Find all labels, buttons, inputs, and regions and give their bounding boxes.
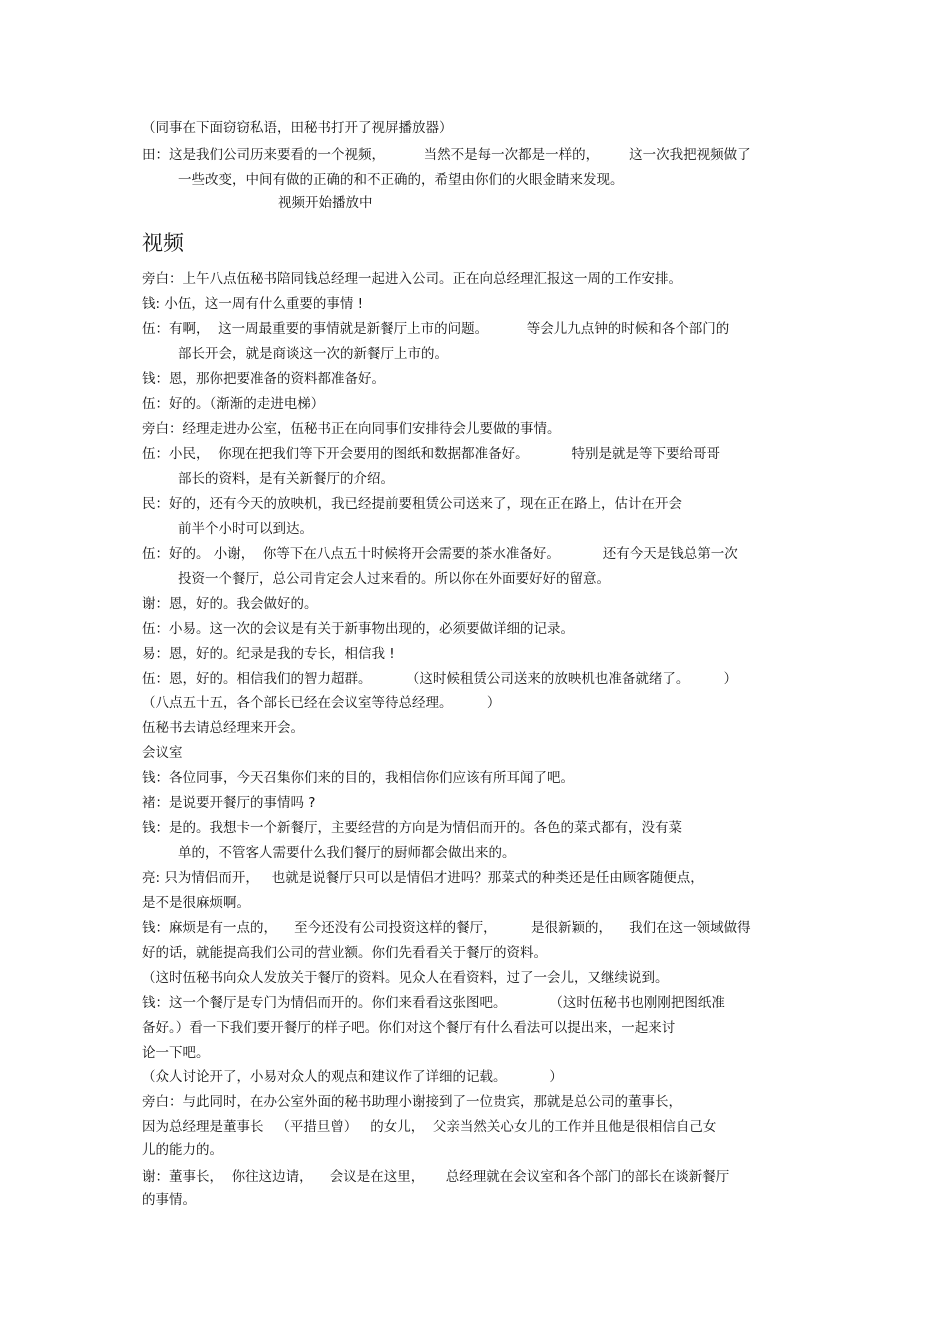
script-line: 钱: 小伍，这一周有什么重要的事情 !	[142, 296, 364, 312]
script-line: 好的话，就能提高我们公司的营业额。你们先看看关于餐厅的资料。	[142, 945, 547, 961]
script-line: 民：好的，还有今天的放映机，我已经提前要租赁公司送来了，现在正在路上，估计在开会	[142, 496, 682, 512]
script-line: （八点五十五，各个部长已经在会议室等待总经理。 ）	[142, 695, 501, 711]
script-line: 是不是很麻烦啊。	[142, 895, 250, 911]
script-line: 钱：各位同事，今天召集你们来的目的，我相信你们应该有所耳闻了吧。	[142, 770, 574, 786]
script-line: 钱：这一个餐厅是专门为情侣而开的。你们来看看这张图吧。 （这时伍秘书也刚刚把图纸准	[142, 995, 725, 1011]
script-line: 旁白：与此同时，在办公室外面的秘书助理小谢接到了一位贵宾，那就是总公司的董事长，	[142, 1094, 682, 1110]
script-line: 谢：恩，好的。我会做好的。	[142, 596, 318, 612]
script-line: 伍：小易。这一次的会议是有关于新事物出现的，必须要做详细的记录。	[142, 621, 574, 637]
script-line: 亮: 只为情侣而开， 也就是说餐厅只可以是情侣才进吗？那菜式的种类还是任由顾客随便点，	[142, 870, 704, 886]
script-line: 谢：董事长， 你往这边请， 会议是在这里， 总经理就在会议室和各个部门的部长在谈新餐厅	[142, 1169, 730, 1185]
script-line: 伍：有啊， 这一周最重要的事情就是新餐厅上市的问题。 等会儿九点钟的时候和各个部门的	[142, 321, 730, 337]
script-line: 伍：好的。 小谢， 你等下在八点五十时候将开会需要的茶水准备好。 还有今天是钱总第一次	[142, 546, 738, 562]
script-line: 儿的能力的。	[142, 1142, 223, 1158]
script-line: 钱：麻烦是有一点的， 至今还没有公司投资这样的餐厅， 是很新颖的， 我们在这一领域做得	[142, 920, 751, 936]
script-line: 钱：是的。我想卡一个新餐厅，主要经营的方向是为情侣而开的。各色的菜式都有，没有菜	[142, 820, 682, 836]
script-line: （这时伍秘书向众人发放关于餐厅的资料。见众人在看资料，过了一会儿，又继续说到。	[142, 970, 669, 986]
script-line: 钱：恩，那你把要准备的资料都准备好。	[142, 371, 385, 387]
script-line: 论一下吧。	[142, 1045, 210, 1061]
script-line: 褚：是说要开餐厅的事情吗 ?	[142, 795, 316, 811]
script-line: 伍秘书去请总经理来开会。	[142, 720, 304, 736]
script-line: 部长开会，就是商谈这一次的新餐厅上市的。	[178, 346, 448, 362]
script-line: 伍：小民， 你现在把我们等下开会要用的图纸和数据都准备好。 特别是就是等下要给哥哥	[142, 446, 720, 462]
tian-line-1: 田：这是我们公司历来要看的一个视频， 当然不是每一次都是一样的， 这一次我把视频做了	[142, 147, 751, 163]
script-line: 前半个小时可以到达。	[178, 521, 313, 537]
tian-line-2: 一些改变，中间有做的正确的和不正确的，希望由你们的火眼金睛来发现。	[178, 172, 624, 188]
script-line: 会议室	[142, 745, 183, 761]
script-line: 伍：好的。（渐渐的走进电梯）	[142, 396, 325, 412]
script-line: 部长的资料，是有关新餐厅的介绍。	[178, 471, 394, 487]
script-line: 伍：恩，好的。相信我们的智力超群。 （这时候租赁公司送来的放映机也准备就绪了。 ）	[142, 671, 738, 687]
script-line: 旁白：上午八点伍秘书陪同钱总经理一起进入公司。正在向总经理汇报这一周的工作安排。	[142, 271, 682, 287]
script-line: 旁白：经理走进办公室，伍秘书正在向同事们安排待会儿要做的事情。	[142, 421, 561, 437]
video-playing-note: 视频开始播放中	[278, 195, 373, 211]
script-line: （众人讨论开了，小易对众人的观点和建议作了详细的记载。 ）	[142, 1069, 563, 1085]
script-line: 备好。）看一下我们要开餐厅的样子吧。你们对这个餐厅有什么看法可以提出来，一起来讨	[142, 1020, 676, 1036]
script-line: 的事情。	[142, 1192, 196, 1208]
script-line: 单的，不管客人需要什么我们餐厅的厨师都会做出来的。	[178, 845, 516, 861]
stage-note-intro: （同事在下面窃窃私语，田秘书打开了视屏播放器）	[142, 120, 453, 136]
script-line: 投资一个餐厅，总公司肯定会人过来看的。所以你在外面要好好的留意。	[178, 571, 610, 587]
section-heading: 视频	[142, 231, 184, 255]
script-line: 易：恩，好的。纪录是我的专长，相信我 !	[142, 646, 395, 662]
script-line: 因为总经理是董事长 （平措旦曾） 的女儿， 父亲当然关心女儿的工作并且他是很相信自己女	[142, 1119, 717, 1135]
